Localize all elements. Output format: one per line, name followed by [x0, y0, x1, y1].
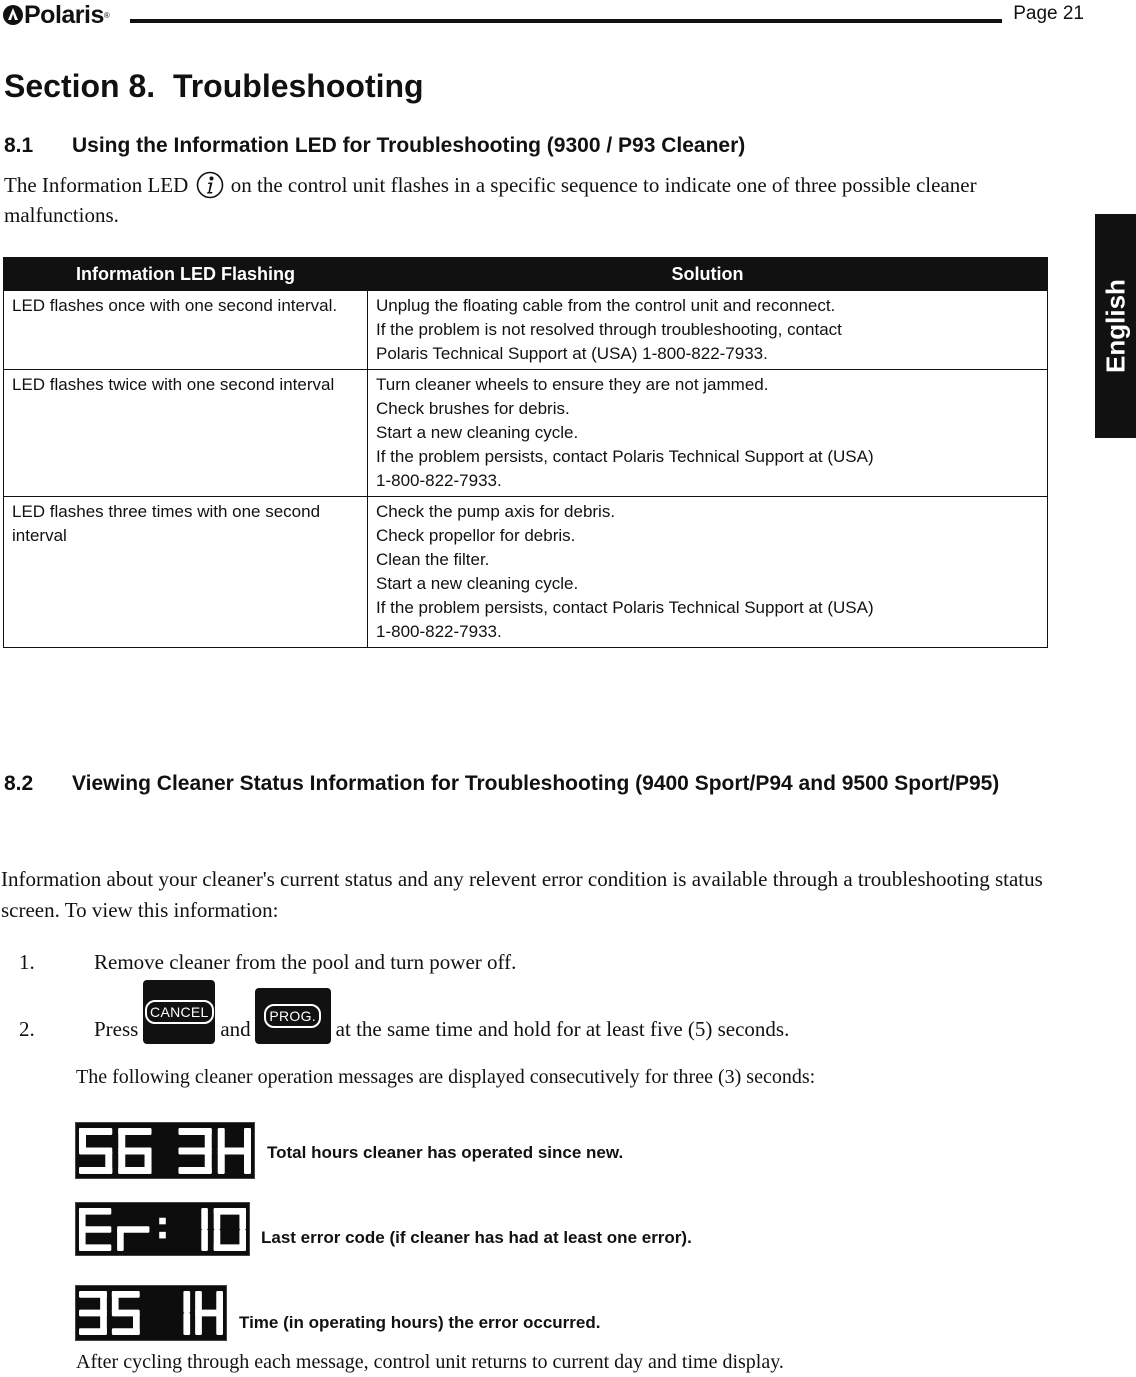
- lcd-segment: [112, 1328, 140, 1335]
- lcd-segment: [239, 1208, 246, 1230]
- lcd-char: [218, 1128, 251, 1174]
- language-tab: [1095, 214, 1136, 438]
- column-header-solution: Solution: [368, 258, 1048, 291]
- lcd-display-total-hours: [75, 1122, 255, 1179]
- subsection-number: 8.1: [4, 134, 34, 157]
- led-troubleshooting-table: [3, 257, 1048, 648]
- step-number: 2.: [19, 1017, 35, 1041]
- solution-line: If the problem is not resolved through troubleshooting, contact: [376, 320, 842, 339]
- column-header-led-flashing: Information LED Flashing: [4, 258, 368, 291]
- lcd-char: [79, 1128, 112, 1174]
- info-icon: [196, 171, 224, 199]
- lcd-char: [214, 1208, 246, 1251]
- lcd-char: [118, 1128, 151, 1174]
- solution-line: Clean the filter.: [376, 550, 490, 569]
- step-text-rest: at the same time and hold for at least five (5) seconds.: [335, 1017, 790, 1041]
- led-flashing-cell: LED flashes twice with one second interval: [4, 370, 368, 497]
- subsection-intro-8-1: [4, 170, 1089, 230]
- lcd-caption: Last error code (if cleaner has had at least one error).: [261, 1228, 692, 1247]
- lcd-colon-dot: [159, 1217, 166, 1224]
- solution-cell: [368, 291, 1048, 370]
- cancel-key-icon: [143, 980, 215, 1044]
- solution-line: If the problem persists, contact Polaris Technical Support at (USA): [376, 447, 874, 466]
- step-text-press: Press: [94, 1017, 139, 1041]
- solution-line: Polaris Technical Support at (USA) 1-800-822-7933.: [376, 344, 768, 363]
- lcd-segment: [201, 1229, 208, 1251]
- following-text: The following cleaner operation messages are displayed consecutively for three (3) seconds:: [76, 1066, 816, 1088]
- lcd-segment: [178, 1147, 211, 1154]
- lcd-segment: [79, 1147, 112, 1154]
- solution-line: 1-800-822-7933.: [376, 622, 502, 641]
- solution-line: Check brushes for debris.: [376, 399, 570, 418]
- intro-text-end: on the control unit flashes in a specific sequence to indicate one of three possible cleaner malfunctions.: [4, 173, 977, 227]
- lcd-segment: [118, 1147, 151, 1154]
- lcd-char: [79, 1208, 111, 1251]
- led-flashing-cell: LED flashes once with one second interval.: [4, 291, 368, 370]
- lcd-char: [178, 1128, 211, 1174]
- step-number: 1.: [19, 950, 35, 974]
- intro-text-start: The Information LED: [4, 173, 194, 197]
- lcd-char: [79, 1291, 107, 1335]
- lcd-segment: [178, 1167, 211, 1174]
- solution-line: Start a new cleaning cycle.: [376, 423, 579, 442]
- logo-text: Polaris: [24, 0, 104, 29]
- solution-line: Check propellor for debris.: [376, 526, 576, 545]
- table-header-row: [4, 258, 1048, 291]
- after-text: After cycling through each message, control unit returns to current day and time display.: [76, 1351, 784, 1373]
- prog-key-label: PROG.: [264, 1004, 321, 1028]
- polaris-emblem-icon: [2, 4, 24, 26]
- lcd-char: [183, 1291, 190, 1335]
- subsection-heading-8-2: [4, 768, 1059, 799]
- subsection-intro-8-2: Information about your cleaner's current status and any relevent error condition is available through a troubleshooting status screen. To view this information:: [1, 867, 1043, 922]
- table-row: [4, 497, 1048, 648]
- lcd-segment: [201, 1208, 208, 1230]
- lcd-display-error-code: [75, 1202, 250, 1256]
- page-number: Page 21: [1013, 3, 1084, 24]
- subsection-title: Viewing Cleaner Status Information for Troubleshooting (9400 Sport/P94 and 9500 Sport/P95): [72, 772, 1000, 795]
- lcd-segment: [183, 1313, 190, 1335]
- solution-line: Check the pump axis for debris.: [376, 502, 616, 521]
- table-row: [4, 291, 1048, 370]
- lcd-segment: [79, 1328, 107, 1335]
- lcd-digits: [79, 1289, 223, 1337]
- lcd-segment: [214, 1229, 221, 1251]
- lcd-char: [159, 1217, 166, 1238]
- logo-trademark: ®: [103, 10, 110, 20]
- step-text: Remove cleaner from the pool and turn power off.: [94, 950, 517, 974]
- subsection-title: Using the Information LED for Troubleshooting (9300 / P93 Cleaner): [72, 134, 746, 157]
- step-text-and: and: [220, 1017, 251, 1041]
- solution-line: Start a new cleaning cycle.: [376, 574, 579, 593]
- led-flashing-cell: LED flashes three times with one second interval: [4, 497, 368, 648]
- prog-key-icon: [255, 988, 331, 1044]
- lcd-segment: [112, 1310, 140, 1317]
- subsection-number: 8.2: [4, 772, 34, 795]
- lcd-segment: [79, 1167, 112, 1174]
- lcd-segment: [214, 1208, 221, 1230]
- lcd-digits: [79, 1126, 251, 1176]
- lcd-segment: [117, 1226, 149, 1233]
- lcd-segment: [79, 1226, 111, 1233]
- subsection-heading-8-1: [4, 134, 745, 158]
- section-title: Section 8. Troubleshooting: [4, 68, 424, 104]
- solution-line: 1-800-822-7933.: [376, 471, 502, 490]
- lcd-segment: [183, 1291, 190, 1313]
- lcd-segment: [218, 1147, 251, 1154]
- lcd-caption: Total hours cleaner has operated since new.: [267, 1143, 624, 1162]
- lcd-char: [117, 1226, 149, 1251]
- solution-cell: [368, 497, 1048, 648]
- lcd-char: [195, 1291, 223, 1335]
- lcd-segment: [79, 1310, 107, 1317]
- language-tab-label: English: [1100, 279, 1130, 373]
- solution-line: Unplug the floating cable from the control unit and reconnect.: [376, 296, 836, 315]
- lcd-digits: [79, 1206, 246, 1253]
- header-rule: [130, 19, 1002, 23]
- table-row: [4, 370, 1048, 497]
- step-1: [0, 950, 516, 975]
- polaris-logo: [2, 2, 110, 28]
- lcd-char: [201, 1208, 208, 1251]
- solution-line: Turn cleaner wheels to ensure they are not jammed.: [376, 375, 769, 394]
- lcd-caption: Time (in operating hours) the error occurred.: [239, 1313, 601, 1332]
- lcd-segment: [195, 1310, 223, 1317]
- step-2: [0, 980, 789, 1044]
- cancel-key-label: CANCEL: [145, 1000, 214, 1024]
- lcd-char: [112, 1291, 140, 1335]
- solution-cell: [368, 370, 1048, 497]
- lcd-colon-dot: [159, 1231, 166, 1238]
- solution-line: If the problem persists, contact Polaris Technical Support at (USA): [376, 598, 874, 617]
- lcd-display-error-time: [75, 1285, 227, 1341]
